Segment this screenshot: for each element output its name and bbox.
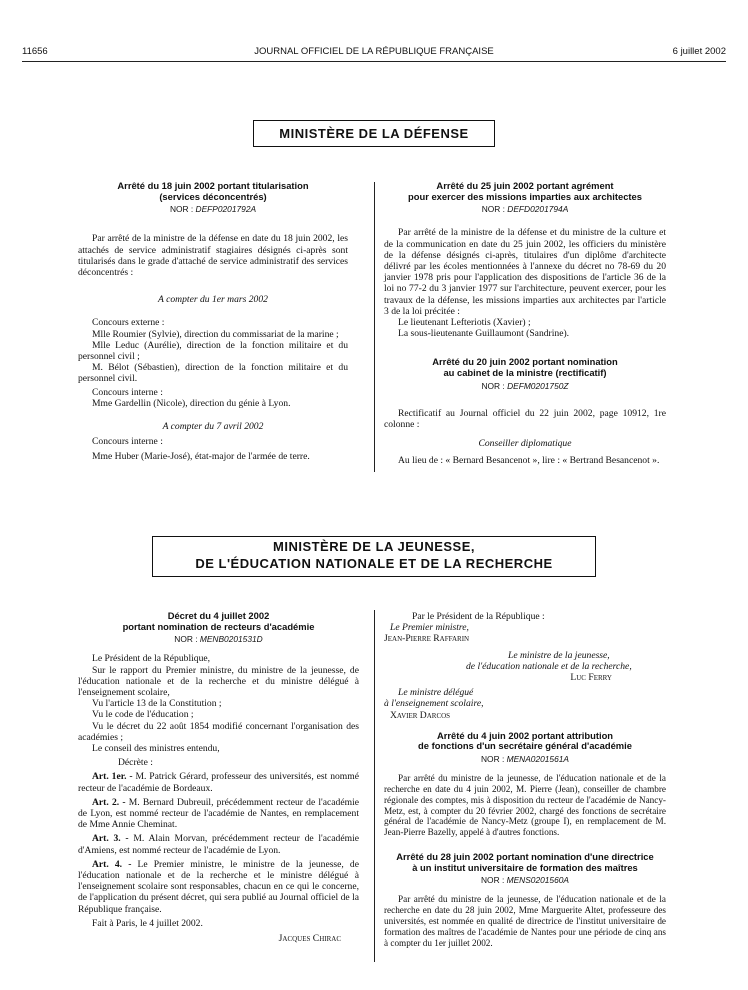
arrete-subtitle: pour exercer des missions imparties aux architectes <box>408 190 642 202</box>
article: Art. 4. - Le Premier ministre, le ministre de la jeunesse, de l'éducation nationale et de la recherche et le ministre délégué à l'enseignement scolaire sont responsables, chacun en ce qui le concerne, de l'application du présent décret, qui sera publié au Journal officiel de la République française. <box>78 858 359 915</box>
arrete-title: Arrêté du 4 juin 2002 portant attribution <box>436 729 614 741</box>
arrete-title: Arrêté du 28 juin 2002 portant nomination d'une directrice <box>396 851 654 862</box>
arrete-subtitle: de fonctions d'un secrétaire général d'académie <box>418 740 632 752</box>
article-label: Art. 2. - <box>92 796 126 808</box>
arrete-subtitle: à un institut universitaire de formation des maîtres <box>412 861 638 873</box>
arrete-title: Arrêté du 25 juin 2002 portant agrément <box>436 180 614 191</box>
arrete-title: Arrêté du 20 juin 2002 portant nomination <box>432 356 618 368</box>
arrete-agrement <box>384 181 666 467</box>
ministry-line: MINISTÈRE DE LA JEUNESSE, <box>273 539 475 554</box>
concours-label: Concours interne : <box>92 386 163 398</box>
paragraph: Par arrêté du ministre de la jeunesse, de l'éducation nationale et de la recherche en date du 28 juin 2002, Mme Marguerite Altet, professeure des universités, est nommée en qualité de directrice de l'institut universitaire de formation des maîtres de l'académie de Nantes pour une période de cinq ans à compter du 1er juillet 2002. <box>384 894 666 948</box>
paragraph: Rectificatif au Journal officiel du 22 juin 2002, page 10912, 1re colonne : <box>384 407 666 431</box>
nor-line: NOR : MENB0201531D <box>174 634 263 645</box>
journal-title: JOURNAL OFFICIEL DE LA RÉPUBLIQUE FRANÇAISE <box>254 46 494 57</box>
signature-name: Jean-Pierre Raffarin <box>384 633 470 645</box>
paragraph: Vu le décret du 22 août 1854 modifié concernant l'organisation des académies ; <box>78 720 359 743</box>
paragraph: Au lieu de : « Bernard Besancenot », lire : « Bertrand Besancenot ». <box>398 455 660 467</box>
paragraph: Par arrêté de la ministre de la défense en date du 18 juin 2002, les attachés de service administratif stagiaires désignés ci-après sont titularisés dans le grade d'attaché de service administratif des services déconcentrés : <box>78 233 348 278</box>
paragraph: Le conseil des ministres entendu, <box>92 743 220 755</box>
signature-president: Jacques Chirac <box>278 933 341 945</box>
page-number: 11656 <box>22 46 48 57</box>
paragraph: Vu le code de l'éducation ; <box>92 709 194 721</box>
nor-line: NOR : DEFP0201792A <box>169 204 257 215</box>
column-divider <box>374 182 375 472</box>
nor-line: NOR : DEFD0201794A <box>481 204 569 215</box>
decret-title: Décret du 4 juillet 2002 <box>167 610 270 621</box>
section-date: A compter du 7 avril 2002 <box>162 421 264 433</box>
concours-label: Concours interne : <box>92 436 163 448</box>
signature-title: Le Premier ministre, <box>390 622 469 634</box>
paragraph: Par arrêté du ministre de la jeunesse, de l'éducation nationale et de la recherche en date du 4 juin 2002, M. Pierre (Jean), conseiller de chambre régionale des comptes, mis à disposition du recteur de l'académie de Nancy-Metz, est, à compter du 20 février 2002, chargé des fonctions de secrétaire général de l'académie de Nancy-Metz (groupe I), en remplacement de M. Jean-Pierre Bazelly, appelé à d'autres fonctions. <box>384 773 666 838</box>
arrete-title: Arrêté du 18 juin 2002 portant titularisation <box>117 180 309 191</box>
header-rule <box>22 61 726 62</box>
list-item: Mme Gardellin (Nicole), direction du génie à Lyon. <box>92 397 291 409</box>
list-item: La sous-lieutenante Guillaumont (Sandrine). <box>398 328 570 340</box>
paragraph: Sur le rapport du Premier ministre, du ministre de la jeunesse, de l'éducation nationale et de la recherche et du ministre délégué à l'enseignement scolaire, <box>78 664 359 698</box>
nor-line: NOR : DEFM0201750Z <box>481 380 569 391</box>
article: Art. 3. - M. Alain Morvan, précédemment recteur de l'académie d'Amiens, est nommé recteur de l'académie de Lyon. <box>78 833 359 856</box>
decrete-label: Décrète : <box>118 757 153 769</box>
paragraph: Par arrêté de la ministre de la défense et du ministre de la culture et de la communication en date du 25 juin 2002, les officiers du ministère de la défense désignés ci-après, titulaires d'un diplôme d'architecte délivré par les écoles mentionnées à l'annexe du décret no 78-69 du 20 janvier 1978 pris pour l'application des dispositions de l'article 36 de la loi no 77-2 du 3 janvier 1977 sur l'architecture, peuvent exercer, pour les travaux de la défense, les missions imparties aux architectes par l'article 3 de la loi précitée : <box>384 227 666 317</box>
column-divider <box>374 610 375 962</box>
section-heading: Conseiller diplomatique <box>478 438 572 450</box>
article-label: Art. 1er. - <box>92 771 133 783</box>
list-item: Le lieutenant Lefteriotis (Xavier) ; <box>398 317 531 329</box>
decret-subtitle: portant nomination de recteurs d'académie <box>122 620 315 632</box>
ministry-banner-defense: MINISTÈRE DE LA DÉFENSE <box>253 120 495 147</box>
list-item: Mlle Roumier (Sylvie), direction du commissariat de la marine ; <box>92 328 339 340</box>
article-label: Art. 3. - <box>92 833 129 845</box>
issue-date: 6 juillet 2002 <box>672 46 726 57</box>
ministry-line: DE L'ÉDUCATION NATIONALE ET DE LA RECHERCHE <box>195 556 553 571</box>
signature-by: Par le Président de la République : <box>412 611 545 622</box>
signatures-and-arretes <box>384 611 666 948</box>
section-date: A compter du 1er mars 2002 <box>158 294 268 306</box>
decret-recteurs <box>78 611 359 944</box>
signature-title: Le ministre délégué <box>398 687 474 699</box>
paragraph: Vu l'article 13 de la Constitution ; <box>92 698 222 710</box>
list-item: Mme Huber (Marie-José), état-major de l'armée de terre. <box>92 451 310 463</box>
article-label: Art. 4. - <box>92 858 132 870</box>
arrete-titularisation <box>78 181 348 463</box>
arrete-subtitle: (services déconcentrés) <box>159 190 267 202</box>
signature-title: Le ministre de la jeunesse, <box>508 649 610 661</box>
signature-name: Luc Ferry <box>570 672 612 684</box>
nor-line: NOR : MENS0201560A <box>481 875 569 886</box>
arrete-subtitle: au cabinet de la ministre (rectificatif) <box>443 367 607 379</box>
signature-title: de l'éducation nationale et de la recherche, <box>466 660 632 672</box>
signature-place-date: Fait à Paris, le 4 juillet 2002. <box>92 917 203 929</box>
concours-label: Concours externe : <box>92 317 165 329</box>
ministry-banner-education <box>152 536 596 577</box>
article: Art. 2. - M. Bernard Dubreuil, précédemment recteur de l'académie de Lyon, est nommé recteur de l'académie de Nantes, en remplacement de Mme Annie Cheminat. <box>78 796 360 831</box>
list-item: Mlle Leduc (Aurélie), direction de la fonction militaire et du personnel civil ; <box>78 339 348 363</box>
paragraph: Le Président de la République, <box>92 653 211 665</box>
list-item: M. Bélot (Sébastien), direction de la fonction militaire et du personnel civil. <box>78 362 348 385</box>
signature-title: à l'enseignement scolaire, <box>384 698 484 710</box>
article: Art. 1er. - M. Patrick Gérard, professeur des universités, est nommé recteur de l'académie de Bordeaux. <box>78 771 359 794</box>
signature-name: Xavier Darcos <box>390 709 451 721</box>
nor-line: NOR : MENA0201561A <box>481 754 569 765</box>
